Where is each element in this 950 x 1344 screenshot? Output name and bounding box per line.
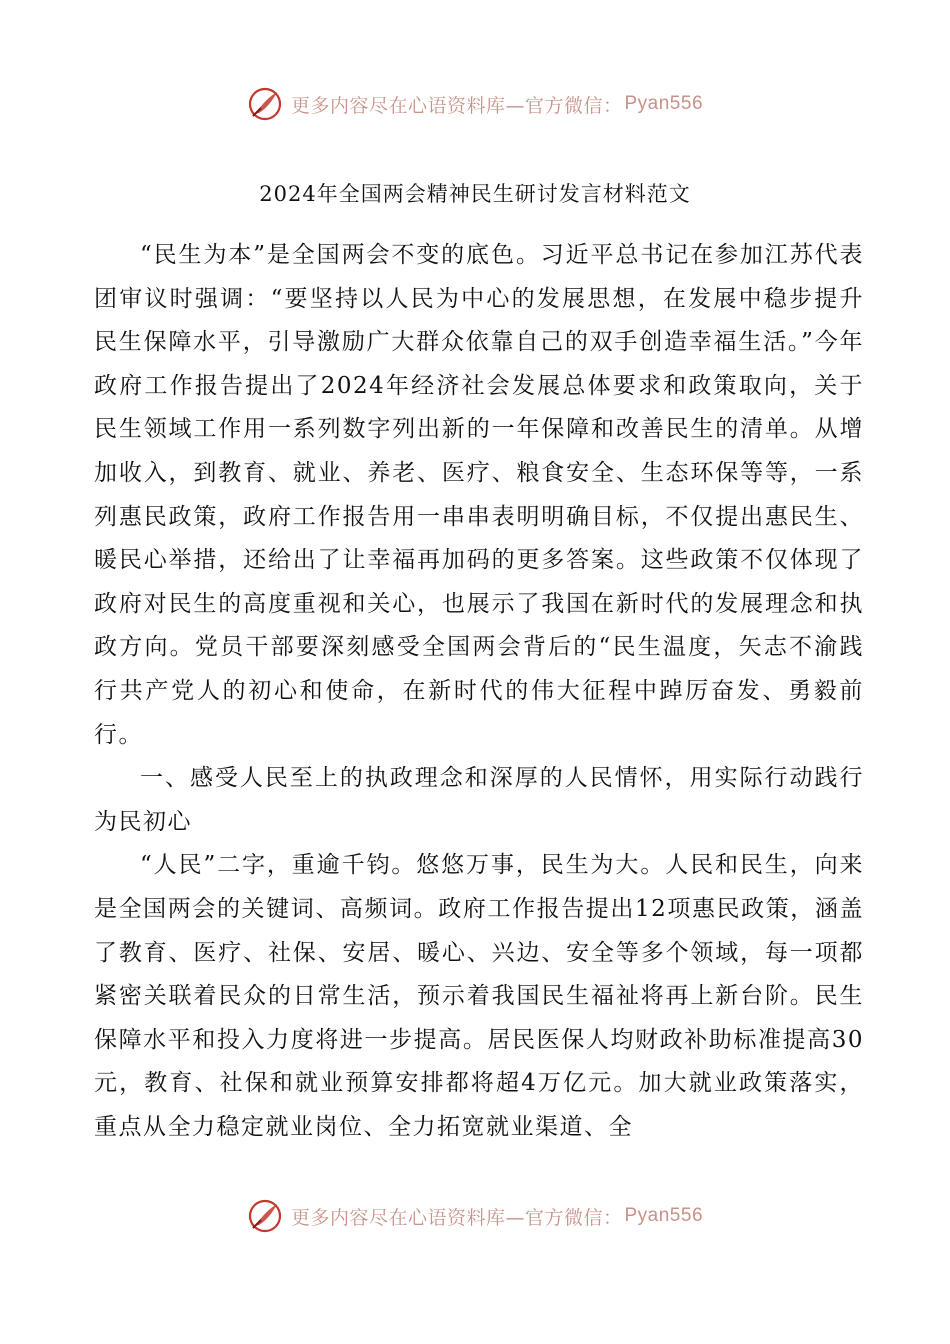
quill-pen-icon [247,86,283,122]
watermark-text: 更多内容尽在心语资料库—官方微信： [290,94,623,117]
watermark-wechat-id: Pyan556 [624,1205,704,1226]
watermark-text: 更多内容尽在心语资料库—官方微信： [290,1206,623,1229]
watermark-footer [0,1196,950,1236]
paragraph-intro: “民生为本”是全国两会不变的底色。习近平总书记在参加江苏代表团审议时强调：“要坚持以人民为中心的发展思想，在发展中稳步提升民生保障水平，引导激励广大群众依靠自己的双手创造幸福生活。”今年政府工作报告提出了2024年经济社会发展总体要求和政策取向，关于民生领域工作用一系列数字列出新的一年保障和改善民生的清单。从增加收入，到教育、就业、养老、医疗、粮食安全、生态环保等等，一系列惠民政策，政府工作报告用一串串表明明确目标，不仅提出惠民生、暖民心举措，还给出了让幸福再加码的更多答案。这些政策不仅体现了政府对民生的高度重视和关心，也展示了我国在新时代的发展理念和执政方向。党员干部要深刻感受全国两会背后的“民生温度，矢志不渝践行共产党人的初心和使命，在新时代的伟大征程中踔厉奋发、勇毅前行。 [94,242,864,748]
section-heading-1: 一、感受人民至上的执政理念和深厚的人民情怀，用实际行动践行为民初心 [94,765,864,835]
watermark-wechat-id: Pyan556 [624,93,704,114]
document-body [94,234,864,1149]
watermark-header [0,84,950,124]
paragraph-section-1: “人民”二字，重逾千钧。悠悠万事，民生为大。人民和民生，向来是全国两会的关键词、高频词。政府工作报告提出12项惠民政策，涵盖了教育、医疗、社保、安居、暖心、兴边、安全等多个领域，每一项都紧密关联着民众的日常生活，预示着我国民生福祉将再上新台阶。民生保障水平和投入力度将进一步提高。居民医保人均财政补助标准提高30元，教育、社保和就业预算安排都将超4万亿元。加大就业政策落实，重点从全力稳定就业岗位、全力拓宽就业渠道、全 [94,852,864,1140]
document-title: 2024年全国两会精神民生研讨发言材料范文 [259,182,691,206]
quill-pen-icon [247,1198,283,1234]
